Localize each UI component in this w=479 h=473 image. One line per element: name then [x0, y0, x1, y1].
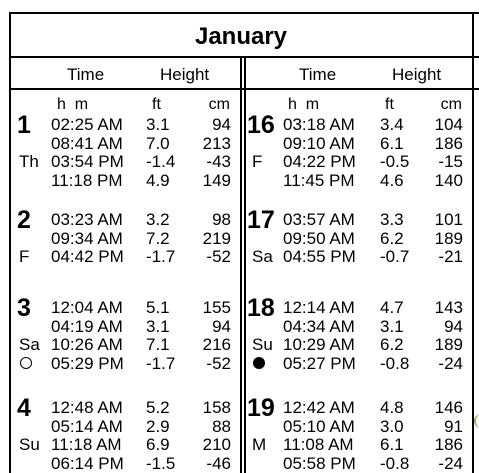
- tide-time: 05:14 AM: [51, 416, 123, 436]
- column-divider: [240, 56, 242, 473]
- left-time-header: Time: [67, 65, 105, 84]
- tide-height-ft: 3.1: [146, 115, 170, 134]
- tide-height-cm: 101: [434, 210, 463, 229]
- tide-height-ft: -0.5: [380, 152, 410, 172]
- tide-height-cm: -52: [206, 354, 231, 374]
- tide-height-cm: 88: [212, 416, 231, 436]
- tide-height-ft: 5.1: [146, 298, 170, 317]
- left-height-header: Height: [160, 65, 210, 84]
- tide-time: 05:58 PM: [283, 454, 356, 473]
- weekday-label: F: [19, 247, 30, 267]
- tide-height-ft: 6.1: [380, 435, 404, 455]
- right-border: [472, 12, 474, 473]
- tide-height-cm: 219: [202, 228, 231, 248]
- tide-time: 09:10 AM: [283, 133, 355, 153]
- tide-height-ft: -1.5: [146, 454, 176, 473]
- right-cm-unit: cm: [440, 96, 462, 113]
- right-height-header: Height: [392, 65, 442, 84]
- tide-time: 05:27 PM: [283, 354, 356, 374]
- tide-height-ft: -0.8: [380, 454, 410, 473]
- weekday-label: Sa: [19, 335, 40, 355]
- tide-height-ft: 4.9: [146, 171, 170, 191]
- tide-time: 11:18 PM: [51, 171, 123, 191]
- tide-height-cm: -46: [206, 454, 231, 473]
- tide-height-ft: 3.1: [146, 316, 170, 336]
- tide-time: 12:42 AM: [283, 398, 355, 417]
- tide-height-ft: 3.4: [380, 115, 404, 134]
- tide-time: 02:25 AM: [51, 115, 123, 134]
- tide-height-cm: 140: [434, 171, 463, 191]
- tide-height-cm: 158: [202, 398, 231, 417]
- tide-height-ft: 3.1: [380, 316, 404, 336]
- tide-height-cm: 146: [434, 398, 463, 417]
- tide-height-cm: 143: [434, 298, 463, 317]
- tide-height-ft: 3.0: [380, 416, 404, 436]
- tide-height-ft: 3.3: [380, 210, 404, 229]
- tide-height-ft: 6.9: [146, 435, 170, 455]
- tide-height-cm: 216: [202, 335, 231, 355]
- tide-height-ft: 6.2: [380, 228, 404, 248]
- tide-height-ft: 4.6: [380, 171, 404, 191]
- tide-time: 12:14 AM: [283, 298, 355, 317]
- tide-time: 05:29 PM: [51, 354, 124, 374]
- tide-time: 03:54 PM: [51, 152, 124, 172]
- tide-height-cm: 186: [434, 435, 463, 455]
- right-hm-unit: h m: [288, 96, 320, 113]
- tide-time: 11:18 AM: [51, 435, 122, 455]
- tide-time: 10:29 AM: [283, 335, 355, 355]
- tide-time: 03:18 AM: [283, 115, 355, 134]
- day-number: 4: [17, 394, 31, 422]
- tide-height-ft: 4.7: [380, 298, 404, 317]
- tide-height-cm: 91: [444, 416, 463, 436]
- tide-time: 12:04 AM: [51, 298, 123, 317]
- left-cm-unit: cm: [208, 96, 230, 113]
- weekday-label: Su: [252, 335, 273, 355]
- tide-height-ft: -1.4: [146, 152, 176, 172]
- tide-time: 06:14 PM: [51, 454, 124, 473]
- tide-height-cm: 98: [212, 210, 231, 229]
- tide-time: 12:48 AM: [51, 398, 123, 417]
- right-ft-unit: ft: [385, 96, 394, 113]
- weekday-label: F: [252, 152, 263, 172]
- left-hm-unit: h m: [57, 96, 89, 113]
- new-moon-icon: [20, 357, 32, 369]
- tide-height-cm: 189: [434, 228, 463, 248]
- tide-time: 04:34 AM: [283, 316, 355, 336]
- tide-height-cm: -24: [438, 454, 463, 473]
- tide-height-cm: 186: [434, 133, 463, 153]
- tide-height-cm: -21: [438, 247, 463, 267]
- tide-time: 04:55 PM: [283, 247, 356, 267]
- page-title: January: [194, 23, 288, 50]
- tide-height-cm: -52: [206, 247, 231, 267]
- tide-height-ft: 6.2: [380, 335, 404, 355]
- tide-time: 11:45 PM: [283, 171, 355, 191]
- day-number: 1: [17, 111, 31, 139]
- tide-height-ft: 2.9: [146, 416, 170, 436]
- tide-height-ft: 5.2: [146, 398, 170, 417]
- weekday-label: Su: [19, 435, 40, 455]
- tide-height-cm: -15: [438, 152, 463, 172]
- tide-height-ft: 7.1: [146, 335, 170, 355]
- tide-time: 09:34 AM: [51, 228, 123, 248]
- day-number: 18: [247, 294, 275, 322]
- column-divider-inner: [244, 56, 246, 473]
- tide-height-ft: -1.7: [146, 354, 176, 374]
- tide-time: 08:41 AM: [51, 133, 123, 153]
- tide-time: 10:26 AM: [51, 335, 123, 355]
- tide-height-cm: 94: [212, 316, 231, 336]
- left-border: [9, 12, 11, 473]
- tide-height-cm: 210: [202, 435, 231, 455]
- weekday-label: Th: [19, 152, 39, 172]
- day-number: 16: [247, 111, 275, 139]
- tide-height-ft: 7.0: [146, 133, 170, 153]
- tide-time: 09:50 AM: [283, 228, 355, 248]
- weekday-label: M: [252, 435, 267, 455]
- day-number: 3: [17, 294, 31, 322]
- day-number: 19: [247, 394, 275, 422]
- top-border: [9, 12, 479, 14]
- tide-time: 11:08 AM: [283, 435, 354, 455]
- tide-height-cm: -43: [206, 152, 231, 172]
- left-ft-unit: ft: [152, 96, 161, 113]
- tide-time: 03:23 AM: [51, 210, 123, 229]
- tide-height-cm: 104: [434, 115, 463, 134]
- tide-height-ft: 6.1: [380, 133, 404, 153]
- tide-height-ft: 3.2: [146, 210, 170, 229]
- tide-height-cm: 94: [212, 115, 231, 134]
- tide-time: 04:22 PM: [283, 152, 356, 172]
- day-number: 2: [17, 206, 31, 234]
- page-edge-mark: [474, 414, 479, 428]
- tide-time: 03:57 AM: [283, 210, 355, 229]
- tide-height-cm: 155: [202, 298, 231, 317]
- tide-height-cm: 213: [202, 133, 231, 153]
- tide-height-ft: -0.7: [380, 247, 410, 267]
- right-time-header: Time: [299, 65, 337, 84]
- weekday-label: Sa: [252, 247, 273, 267]
- full-moon-icon: [253, 357, 265, 369]
- tide-height-cm: 94: [444, 316, 463, 336]
- tide-time: 04:42 PM: [51, 247, 124, 267]
- tide-height-ft: -1.7: [146, 247, 176, 267]
- tide-height-ft: 7.2: [146, 228, 170, 248]
- tide-height-ft: 4.8: [380, 398, 404, 417]
- tide-height-cm: 149: [202, 171, 231, 191]
- tide-time: 04:19 AM: [51, 316, 123, 336]
- tide-time: 05:10 AM: [283, 416, 355, 436]
- day-number: 17: [247, 206, 275, 234]
- tide-height-cm: 189: [434, 335, 463, 355]
- tide-height-ft: -0.8: [380, 354, 410, 374]
- tide-height-cm: -24: [438, 354, 463, 374]
